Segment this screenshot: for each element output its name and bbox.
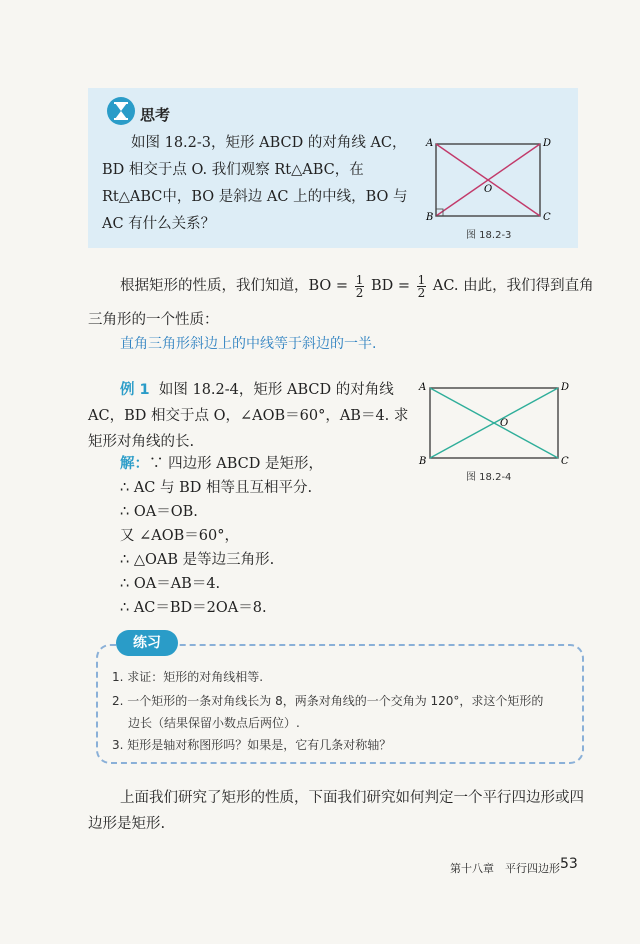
practice-item-2: 2. 一个矩形的一条对角线长为 8，两条对角线的一个交角为 120°，求这个矩形的 — [112, 694, 544, 708]
example-line-1: 例 1 如图 18.2-4，矩形 ABCD 的对角线 — [120, 382, 394, 398]
figure-caption-18-2-3: 图 18.2-3 — [466, 230, 512, 241]
label-c: C — [543, 212, 551, 223]
ex-label-b: B — [419, 456, 427, 467]
page-number: 53 — [560, 856, 578, 872]
practice-tab: 练习 — [116, 630, 178, 656]
think-title: 思考 — [140, 106, 171, 124]
ex-label-c: C — [561, 456, 569, 467]
label-b: B — [426, 212, 434, 223]
solution-line-7: ∴ AC＝BD＝2OA＝8. — [120, 600, 267, 616]
solution-line-6: ∴ OA＝AB＝4. — [120, 576, 221, 592]
property-line-1: 根据矩形的性质，我们知道，BO = $\frac{1}{2}$ BD = $\frac{1}{2}$ AC. 由此，我们得到直角 — [120, 272, 594, 300]
solution-line-4: 又 ∠AOB＝60°， — [120, 528, 239, 544]
ex-label-o: O — [500, 418, 509, 429]
theorem-text: 直角三角形斜边上的中线等于斜边的一半. — [120, 336, 377, 352]
solution-line-1: 解：∵ 四边形 ABCD 是矩形， — [120, 456, 323, 472]
property-line-2: 三角形的一个性质： — [88, 312, 219, 328]
practice-item-3: 3. 矩形是轴对称图形吗？如果是，它有几条对称轴？ — [112, 738, 392, 752]
closing-line-2: 边形是矩形. — [88, 816, 166, 832]
label-o: O — [484, 184, 493, 195]
closing-line-1: 上面我们研究了矩形的性质，下面我们研究如何判定一个平行四边形或四 — [120, 790, 584, 806]
figure-caption-18-2-4: 图 18.2-4 — [466, 472, 512, 483]
footer-chapter: 第十八章 平行四边形 — [450, 862, 560, 875]
hourglass-icon — [106, 96, 136, 126]
figure-18-2-3 — [420, 134, 560, 234]
solution-line-3: ∴ OA＝OB. — [120, 504, 198, 520]
practice-item-1: 1. 求证：矩形的对角线相等. — [112, 670, 264, 684]
practice-item-2-cont: 边长（结果保留小数点后两位）. — [128, 716, 300, 730]
label-d: D — [543, 138, 552, 149]
solution-line-2: ∴ AC 与 BD 相等且互相平分. — [120, 480, 313, 496]
think-text: 如图 18.2-3，矩形 ABCD 的对角线 AC，BD 相交于点 O. 我们观察 Rt△ABC，在 Rt△ABC中，BO 是斜边 AC 上的中线，BO 与 AC 有什么关系？ — [102, 135, 408, 232]
label-a: A — [426, 138, 434, 149]
example-line-3: 矩形对角线的长. — [88, 434, 195, 450]
ex-label-a: A — [419, 382, 427, 393]
figure-18-2-4 — [414, 378, 574, 468]
solution-line-5: ∴ △OAB 是等边三角形. — [120, 552, 275, 568]
ex-label-d: D — [561, 382, 570, 393]
example-line-2: AC，BD 相交于点 O，∠AOB＝60°，AB＝4. 求 — [88, 408, 409, 424]
